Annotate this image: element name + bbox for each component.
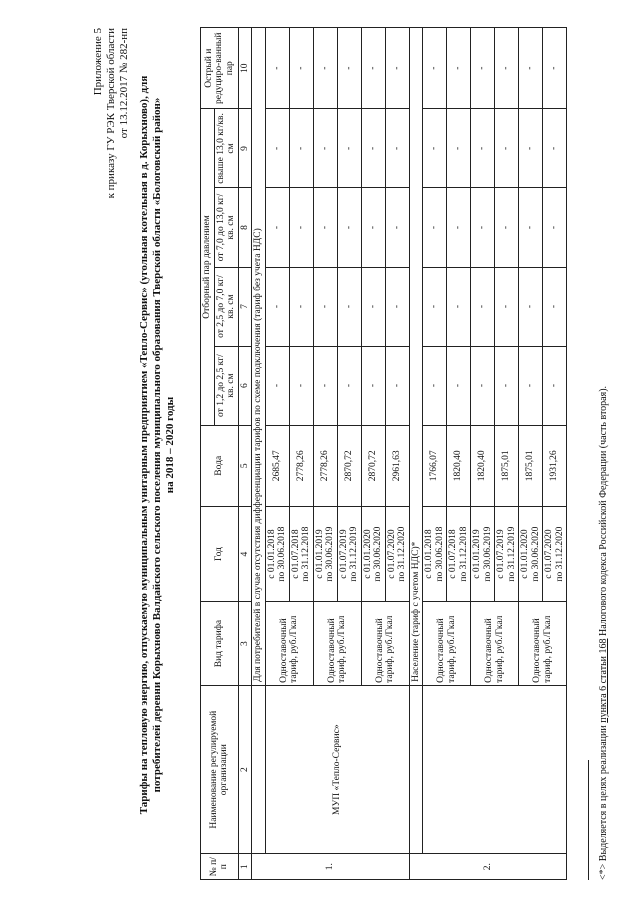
- empty-value-dash: -: [423, 28, 447, 109]
- empty-value-dash: -: [471, 109, 495, 188]
- period-cell: [361, 506, 385, 601]
- empty-value-dash: -: [495, 267, 519, 346]
- period-cell: [313, 506, 337, 601]
- empty-value-dash: -: [361, 267, 385, 346]
- period-end: по 31.12.2018: [301, 526, 311, 582]
- period-cell: [385, 506, 409, 601]
- empty-value-dash: -: [423, 346, 447, 425]
- empty-value-dash: -: [519, 28, 543, 109]
- empty-value-dash: -: [471, 346, 495, 425]
- header-pressure-3: от 7,0 до 13,0 кг/кв. см: [214, 188, 238, 267]
- period-start: с 01.01.2018: [424, 529, 434, 579]
- section-number: 2.: [409, 854, 567, 880]
- title-line-1: Тарифы на тепловую энергию, отпускаемую муниципальным унитарным предприятием «Тепло-Сервис» (угольная котельная в д. Корыхново), для: [138, 75, 150, 815]
- header-tariff: Вид тарифа: [201, 602, 239, 686]
- empty-value-dash: -: [337, 188, 361, 267]
- empty-value-dash: -: [385, 28, 409, 109]
- water-tariff: 2870,72: [337, 425, 361, 506]
- empty-value-dash: -: [361, 188, 385, 267]
- empty-value-dash: -: [289, 109, 313, 188]
- footnote: [598, 386, 609, 880]
- annex-order: к приказу ГУ РЭК Тверской области: [105, 28, 117, 199]
- col-num: 8: [238, 188, 252, 267]
- empty-value-dash: -: [447, 346, 471, 425]
- empty-value-dash: -: [313, 267, 337, 346]
- header-org: Наименование регулируемой организации: [201, 685, 239, 854]
- footnote-text-end: Налогового кодекса Российской Федерации (часть вторая).: [598, 385, 609, 639]
- empty-value-dash: -: [471, 267, 495, 346]
- tariff-type: Одноставочный тариф, руб./Гкал: [361, 602, 409, 686]
- empty-value-dash: -: [361, 346, 385, 425]
- annex-reference: [92, 28, 131, 198]
- period-start: с 01.07.2019: [496, 529, 506, 579]
- empty-value-dash: -: [289, 188, 313, 267]
- empty-value-dash: -: [519, 346, 543, 425]
- empty-value-dash: -: [471, 188, 495, 267]
- empty-value-dash: -: [543, 109, 567, 188]
- header-pressure-1: от 1,2 до 2,5 кг/кв. см: [214, 346, 238, 425]
- period-cell: [447, 506, 471, 601]
- empty-value-dash: -: [361, 28, 385, 109]
- empty-value-dash: -: [423, 188, 447, 267]
- header-sharp-steam: Острый и редуциро-ванный пар: [201, 28, 239, 109]
- col-num: 9: [238, 109, 252, 188]
- annex-date: от 13.12.2017 № 282-нп: [118, 28, 130, 139]
- title-line-2: потребителей деревни Корыхново Валдайского сельского поселения муниципального образования Тверской области «Бологовский район»: [151, 97, 163, 793]
- period-start: с 01.07.2018: [290, 529, 301, 579]
- period-start: с 01.01.2020: [362, 529, 373, 579]
- tariff-type: Одноставочный тариф, руб./Гкал: [471, 602, 519, 686]
- water-tariff: 1931,26: [543, 425, 567, 506]
- empty-value-dash: -: [447, 109, 471, 188]
- water-tariff: 2870,72: [361, 425, 385, 506]
- period-end: по 30.06.2018: [277, 526, 287, 582]
- col-num: 4: [238, 506, 252, 601]
- period-start: с 01.07.2020: [544, 529, 554, 579]
- empty-value-dash: -: [313, 346, 337, 425]
- empty-value-dash: -: [337, 267, 361, 346]
- empty-value-dash: -: [265, 28, 289, 109]
- footnote-law-link[interactable]: пункта 6 статьи 168: [598, 638, 609, 723]
- period-start: с 01.07.2019: [338, 529, 349, 579]
- empty-value-dash: -: [447, 28, 471, 109]
- water-tariff: 2685,47: [265, 425, 289, 506]
- period-end: по 31.12.2020: [397, 526, 407, 582]
- header-water: Вода: [201, 425, 239, 506]
- section-row: [409, 28, 423, 880]
- period-start: с 01.07.2020: [386, 529, 397, 579]
- section-label: Население (тариф с учетом НДС)*: [409, 28, 423, 686]
- title-line-3: на 2018 – 2020 годы: [164, 396, 176, 494]
- period-cell: [495, 506, 519, 601]
- empty-value-dash: -: [543, 346, 567, 425]
- col-num: 7: [238, 267, 252, 346]
- water-tariff: 1820,40: [471, 425, 495, 506]
- col-num: 1: [238, 854, 252, 880]
- empty-value-dash: -: [337, 109, 361, 188]
- period-cell: [265, 506, 289, 601]
- period-start: с 01.07.2018: [448, 529, 458, 579]
- empty-value-dash: -: [289, 267, 313, 346]
- period-end: по 30.06.2019: [482, 526, 493, 582]
- empty-value-dash: -: [495, 109, 519, 188]
- empty-value-dash: -: [313, 188, 337, 267]
- org-cell: [252, 685, 266, 854]
- period-end: по 31.12.2019: [506, 526, 517, 582]
- empty-value-dash: -: [385, 188, 409, 267]
- empty-value-dash: -: [495, 28, 519, 109]
- water-tariff: 1875,01: [519, 425, 543, 506]
- period-cell: [519, 506, 543, 601]
- empty-value-dash: -: [337, 28, 361, 109]
- empty-value-dash: -: [447, 188, 471, 267]
- empty-value-dash: -: [495, 188, 519, 267]
- empty-value-dash: -: [289, 28, 313, 109]
- tariff-type: Одноставочный тариф, руб./Гкал: [313, 602, 361, 686]
- empty-value-dash: -: [289, 346, 313, 425]
- period-end: по 31.12.2020: [554, 526, 565, 582]
- empty-value-dash: -: [423, 267, 447, 346]
- column-number-row: [238, 28, 252, 880]
- empty-value-dash: -: [337, 346, 361, 425]
- tariff-type: Одноставочный тариф, руб./Гкал: [423, 602, 471, 686]
- period-start: с 01.01.2019: [472, 529, 482, 579]
- water-tariff: 2778,26: [313, 425, 337, 506]
- period-end: по 31.12.2018: [458, 526, 469, 582]
- col-num: 2: [238, 685, 252, 854]
- section-row: [252, 28, 266, 880]
- header-pressure-2: от 2,5 до 7,0 кг/кв. см: [214, 267, 238, 346]
- org-cell: [409, 685, 423, 854]
- period-cell: [471, 506, 495, 601]
- header-pressure-4: свыше 13,0 кг/кв. см: [214, 109, 238, 188]
- empty-value-dash: -: [313, 109, 337, 188]
- water-tariff: 2961,63: [385, 425, 409, 506]
- period-end: по 30.06.2020: [373, 526, 383, 582]
- empty-value-dash: -: [385, 346, 409, 425]
- empty-value-dash: -: [385, 267, 409, 346]
- water-tariff: 1875,01: [495, 425, 519, 506]
- empty-value-dash: -: [519, 188, 543, 267]
- water-tariff: 1766,07: [423, 425, 447, 506]
- empty-value-dash: -: [265, 267, 289, 346]
- empty-value-dash: -: [447, 267, 471, 346]
- period-start: с 01.01.2020: [520, 529, 530, 579]
- period-end: по 31.12.2019: [349, 526, 359, 582]
- empty-value-dash: -: [543, 28, 567, 109]
- empty-value-dash: -: [543, 188, 567, 267]
- period-end: по 30.06.2020: [530, 526, 541, 582]
- col-num: 5: [238, 425, 252, 506]
- period-cell: [423, 506, 447, 601]
- header-num: № п/ п: [201, 854, 239, 880]
- col-num: 10: [238, 28, 252, 109]
- period-end: по 30.06.2019: [325, 526, 335, 582]
- col-num: 3: [238, 602, 252, 686]
- org-name-cell: МУП «Тепло-Сервис»: [265, 685, 409, 854]
- section-label: Для потребителей в случае отсутствия дифференциации тарифов по схеме подключения (тариф без учета НДС): [252, 28, 266, 686]
- empty-value-dash: -: [495, 346, 519, 425]
- section-number: 1.: [252, 854, 410, 880]
- org-name-cell: [423, 685, 567, 854]
- annex-number: Приложение 5: [92, 28, 104, 96]
- period-cell: [543, 506, 567, 601]
- empty-value-dash: -: [519, 267, 543, 346]
- tariff-table: [200, 27, 567, 880]
- empty-value-dash: -: [265, 188, 289, 267]
- empty-value-dash: -: [423, 109, 447, 188]
- empty-value-dash: -: [519, 109, 543, 188]
- tariff-type: Одноставочный тариф, руб./Гкал: [519, 602, 567, 686]
- header-year: Год: [201, 506, 239, 601]
- empty-value-dash: -: [361, 109, 385, 188]
- tariff-type: Одноставочный тариф, руб./Гкал: [265, 602, 313, 686]
- footnote-text: <*> Выделяется в целях реализации: [598, 722, 609, 880]
- empty-value-dash: -: [471, 28, 495, 109]
- document-title: [138, 45, 177, 845]
- empty-value-dash: -: [313, 28, 337, 109]
- footnote-divider: [588, 760, 589, 880]
- table-row: [265, 28, 289, 880]
- period-cell: [289, 506, 313, 601]
- col-num: 6: [238, 346, 252, 425]
- period-cell: [337, 506, 361, 601]
- period-start: с 01.01.2018: [266, 529, 277, 579]
- table-row: [423, 28, 447, 880]
- empty-value-dash: -: [543, 267, 567, 346]
- period-end: по 30.06.2018: [434, 526, 445, 582]
- empty-value-dash: -: [265, 346, 289, 425]
- empty-value-dash: -: [385, 109, 409, 188]
- period-start: с 01.01.2019: [314, 529, 325, 579]
- water-tariff: 1820,40: [447, 425, 471, 506]
- water-tariff: 2778,26: [289, 425, 313, 506]
- header-steam-group: Отборный пар давлением: [201, 109, 215, 425]
- empty-value-dash: -: [265, 109, 289, 188]
